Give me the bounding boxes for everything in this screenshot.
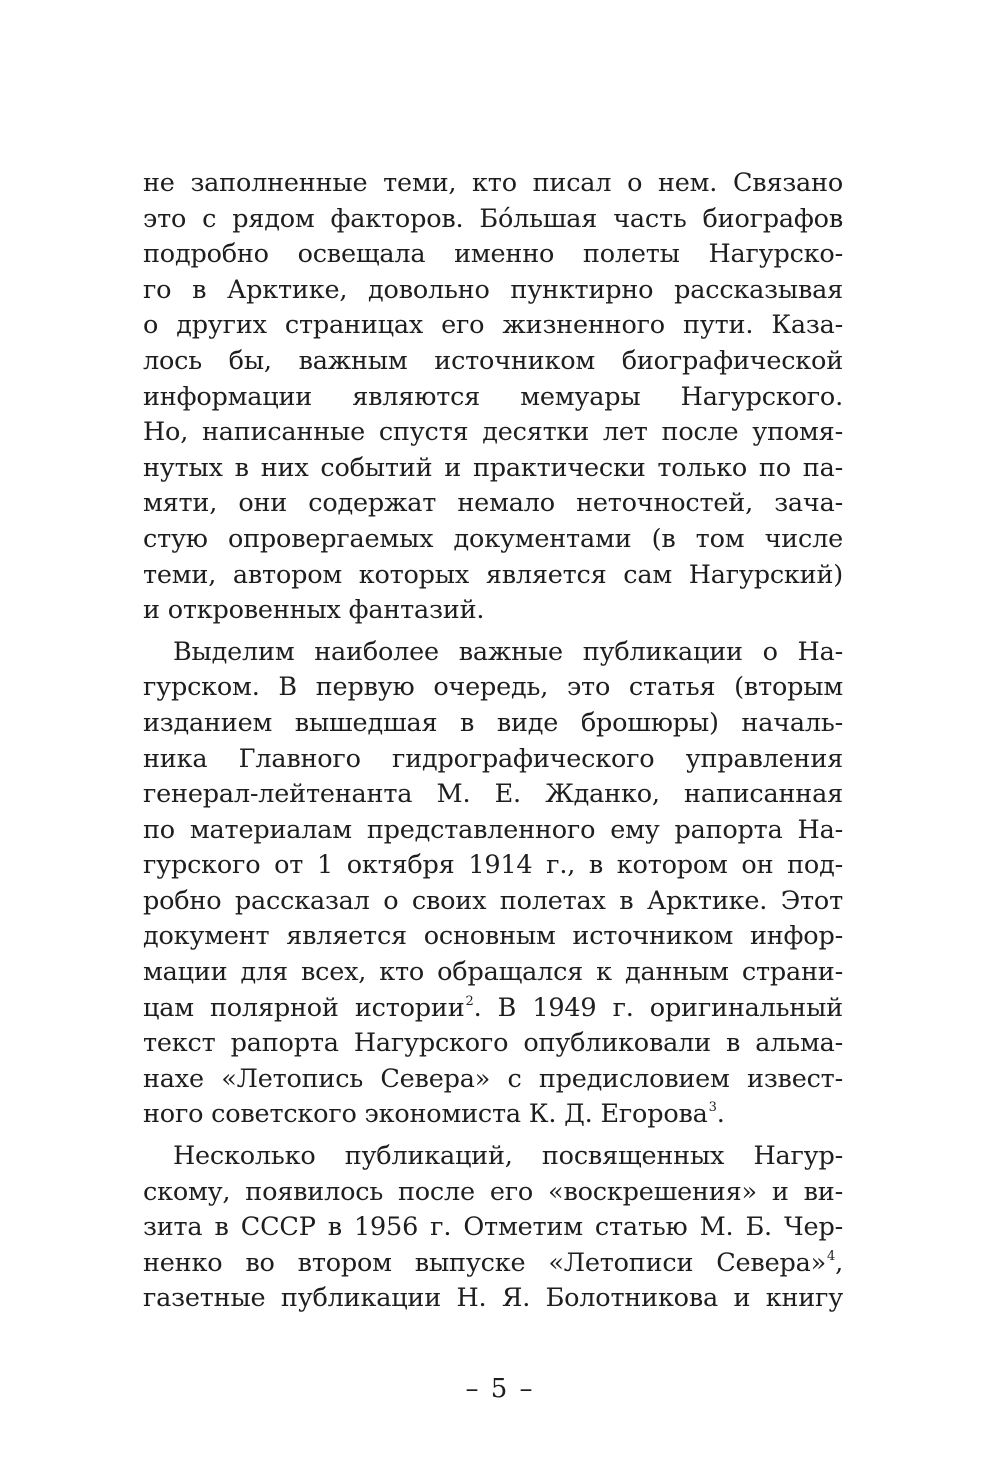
text-fragment: ного советского экономиста К. Д. Егорова (143, 1099, 708, 1130)
text-line: Выделим наиболее важные публикации о На- (173, 636, 843, 667)
text-line-with-footnote (143, 1246, 843, 1282)
text-line: стую опровергаемых документами (в том числе (143, 523, 843, 554)
text-fragment: ненко во втором выпуске «Летописи Севера» (143, 1247, 827, 1278)
page-number: – 5 – (465, 1374, 535, 1404)
text-line: го в Арктике, довольно пунктирно рассказывая (143, 274, 843, 305)
text-line: о других страницах его жизненного пути. Каза- (143, 310, 843, 341)
text-fragment: . В 1949 г. оригинальный (473, 992, 843, 1023)
text-line: нахе «Летопись Севера» с предисловием извест- (143, 1063, 843, 1094)
paragraph-1 (143, 166, 843, 629)
text-line: Несколько публикаций, посвященных Нагур- (173, 1141, 843, 1172)
text-fragment: цам полярной истории (143, 992, 465, 1023)
text-line: нутых в них событий и практически только по па- (143, 452, 843, 483)
text-line-with-footnote (143, 1097, 843, 1133)
text-fragment: , (835, 1247, 843, 1278)
text-line: и откровенных фантазий. (143, 595, 485, 626)
text-line: это с рядом факторов. Бо́льшая часть биографов (143, 203, 843, 234)
text-line: информации являются мемуары Нагурского. (143, 381, 843, 412)
text-line: теми, автором которых является сам Нагурский) (143, 559, 843, 590)
footnote-marker[interactable]: 2 (465, 993, 474, 1009)
text-line: по материалам представленного ему рапорта На- (143, 814, 843, 845)
footnote-marker[interactable]: 3 (708, 1100, 717, 1116)
text-line: скому, появилось после его «воскрешения» и ви- (143, 1176, 843, 1207)
footnote-marker[interactable]: 4 (827, 1248, 836, 1264)
text-line: гурского от 1 октября 1914 г., в котором он под- (143, 850, 843, 881)
text-line: мяти, они содержат немало неточностей, зача- (143, 488, 843, 519)
text-fragment: . (716, 1099, 725, 1130)
text-line: документ является основным источником инфор- (143, 921, 843, 952)
text-line: генерал-лейтенанта М. Е. Жданко, написанная (143, 779, 843, 810)
text-line: подробно освещала именно полеты Нагурско- (143, 239, 843, 270)
paragraph-3 (143, 1139, 843, 1317)
text-line: робно рассказал о своих полетах в Арктике. Этот (143, 885, 843, 916)
text-line: не заполненные теми, кто писал о нем. Связано (143, 168, 843, 198)
text-line: мации для всех, кто обращался к данным страни- (143, 957, 843, 988)
text-line: зита в СССР в 1956 г. Отметим статью М. Б. Чер- (143, 1212, 843, 1243)
text-line: ника Главного гидрографического управления (143, 743, 843, 774)
text-line: гурском. В первую очередь, это статья (вторым (143, 672, 843, 703)
text-line: газетные публикации Н. Я. Болотникова и книгу (143, 1283, 843, 1314)
page-body-text (143, 166, 843, 1317)
paragraph-2 (143, 635, 843, 1133)
text-line: Но, написанные спустя десятки лет после упомя- (143, 417, 843, 448)
text-line: изданием вышедшая в виде брошюры) началь- (143, 707, 843, 738)
text-line: лось бы, важным источником биографической (143, 345, 843, 376)
text-line: текст рапорта Нагурского опубликовали в альма- (143, 1028, 843, 1059)
text-line-with-footnote (143, 991, 843, 1027)
